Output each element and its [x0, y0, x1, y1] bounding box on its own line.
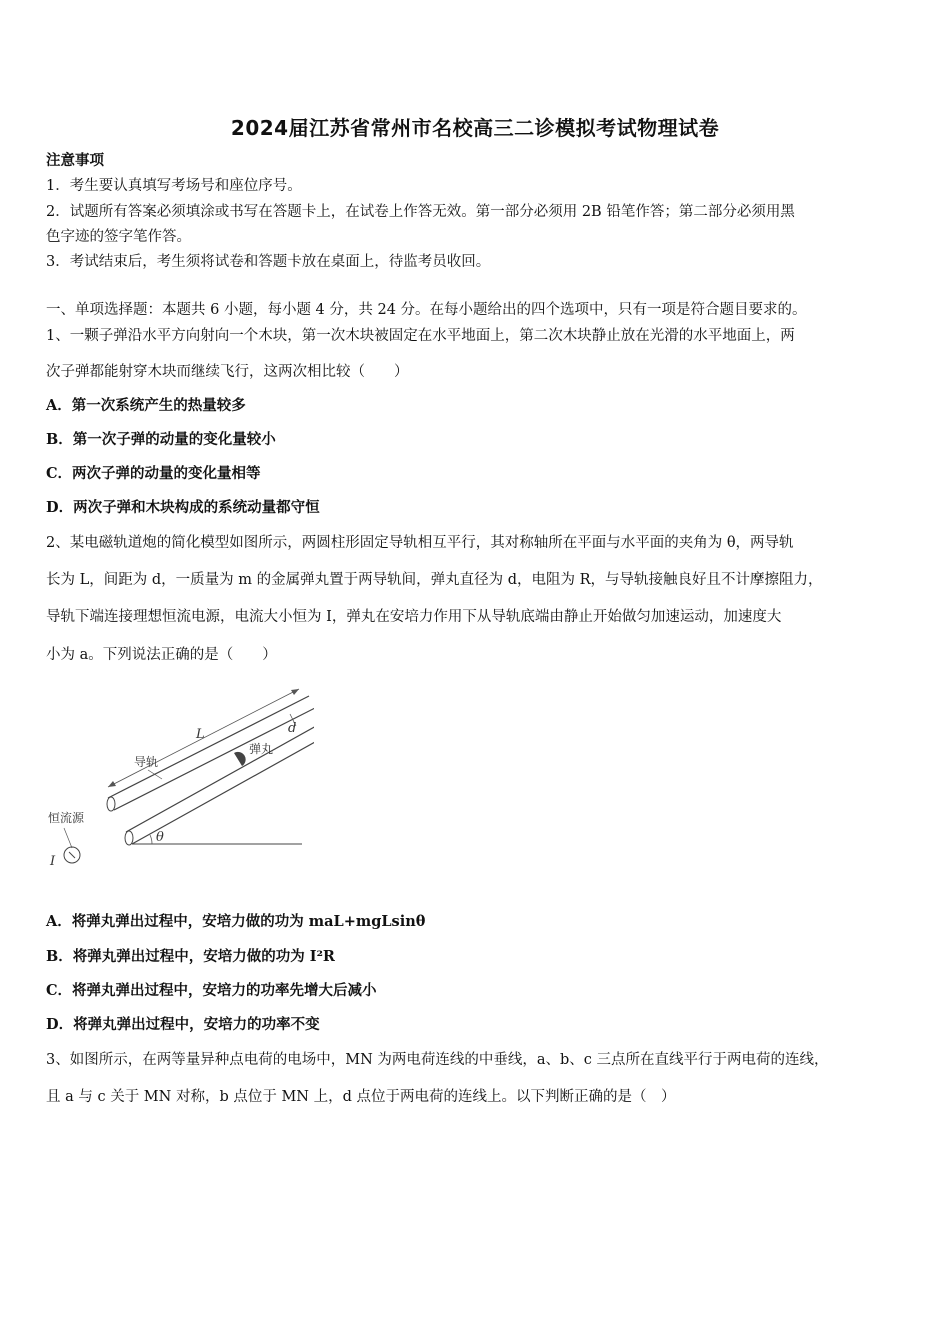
question-2-option-d: D．将弹丸弹出过程中，安培力的功率不变 — [46, 1016, 320, 1033]
question-1-option-c: C．两次子弹的动量的变化量相等 — [46, 465, 261, 482]
upper-rail — [107, 696, 314, 811]
label-spacing: d — [288, 721, 297, 736]
question-1-stem: 次子弹都能射穿木块而继续飞行，这两次相比较（ ） — [46, 364, 409, 380]
question-2-stem: 长为 L，间距为 d，一质量为 m 的金属弹丸置于两导轨间，弹丸直径为 d，电阻为 R，与导轨接触良好且不计摩擦阻力， — [46, 572, 823, 588]
question-1-option-a: A．第一次系统产生的热量较多 — [46, 397, 246, 414]
section-heading: 一、单项选择题：本题共 6 小题，每小题 4 分，共 24 分。在每小题给出的四个选项中，只有一项是符合题目要求的。 — [46, 302, 807, 318]
source-arrow — [69, 852, 75, 858]
notice-heading: 注意事项 — [46, 152, 104, 169]
railgun-figure — [44, 680, 314, 880]
label-current: I — [50, 854, 56, 869]
question-3-stem: 且 a 与 c 关于 MN 对称，b 点位于 MN 上，d 点位于两电荷的连线上。以下判断正确的是（ ） — [46, 1089, 676, 1105]
label-projectile: 弹丸 — [249, 742, 274, 756]
question-2-option-c: C．将弹丸弹出过程中，安培力的功率先增大后减小 — [46, 982, 377, 999]
label-length: L — [196, 727, 205, 742]
question-2-stem: 2、某电磁轨道炮的简化模型如图所示，两圆柱形固定导轨相互平行，其对称轴所在平面与水平面的夹角为 θ，两导轨 — [46, 535, 794, 551]
question-2-option-a: A．将弹丸弹出过程中，安培力做的功为 maL+mgLsinθ — [46, 913, 426, 930]
notice-item: 色字迹的签字笔作答。 — [46, 229, 191, 245]
question-3-stem: 3、如图所示，在两等量异种点电荷的电场中，MN 为两电荷连线的中垂线，a、b、c 三点所在直线平行于两电荷的连线， — [46, 1052, 829, 1068]
question-1-stem: 1、一颗子弹沿水平方向射向一个木块，第一次木块被固定在水平地面上，第二次木块静止放在光滑的水平地面上，两 — [46, 328, 795, 344]
label-angle: θ — [156, 830, 164, 845]
lower-rail — [125, 720, 314, 845]
question-1-option-b: B．第一次子弹的动量的变化量较小 — [46, 431, 276, 448]
question-2-stem: 小为 a。下列说法正确的是（ ） — [46, 647, 277, 663]
question-2-stem: 导轨下端连接理想恒流电源，电流大小恒为 I，弹丸在安培力作用下从导轨底端由静止开始做匀加速运动，加速度大 — [46, 609, 782, 625]
source-wire — [64, 828, 72, 848]
notice-item: 1．考生要认真填写考场号和座位序号。 — [46, 178, 302, 194]
angle-arc — [150, 835, 152, 844]
notice-item: 3．考试结束后，考生须将试卷和答题卡放在桌面上，待监考员收回。 — [46, 254, 491, 270]
projectile-shape — [234, 752, 246, 766]
label-source: 恒流源 — [48, 811, 85, 825]
notice-item: 2．试题所有答案必须填涂或书写在答题卡上，在试卷上作答无效。第一部分必须用 2B 铅笔作答；第二部分必须用黑 — [46, 204, 795, 220]
question-2-option-b: B．将弹丸弹出过程中，安培力做的功为 I²R — [46, 948, 335, 965]
page-title: 2024届江苏省常州市名校高三二诊模拟考试物理试卷 — [230, 116, 720, 140]
question-1-option-d: D．两次子弹和木块构成的系统动量都守恒 — [46, 499, 320, 516]
label-rail: 导轨 — [134, 755, 159, 769]
